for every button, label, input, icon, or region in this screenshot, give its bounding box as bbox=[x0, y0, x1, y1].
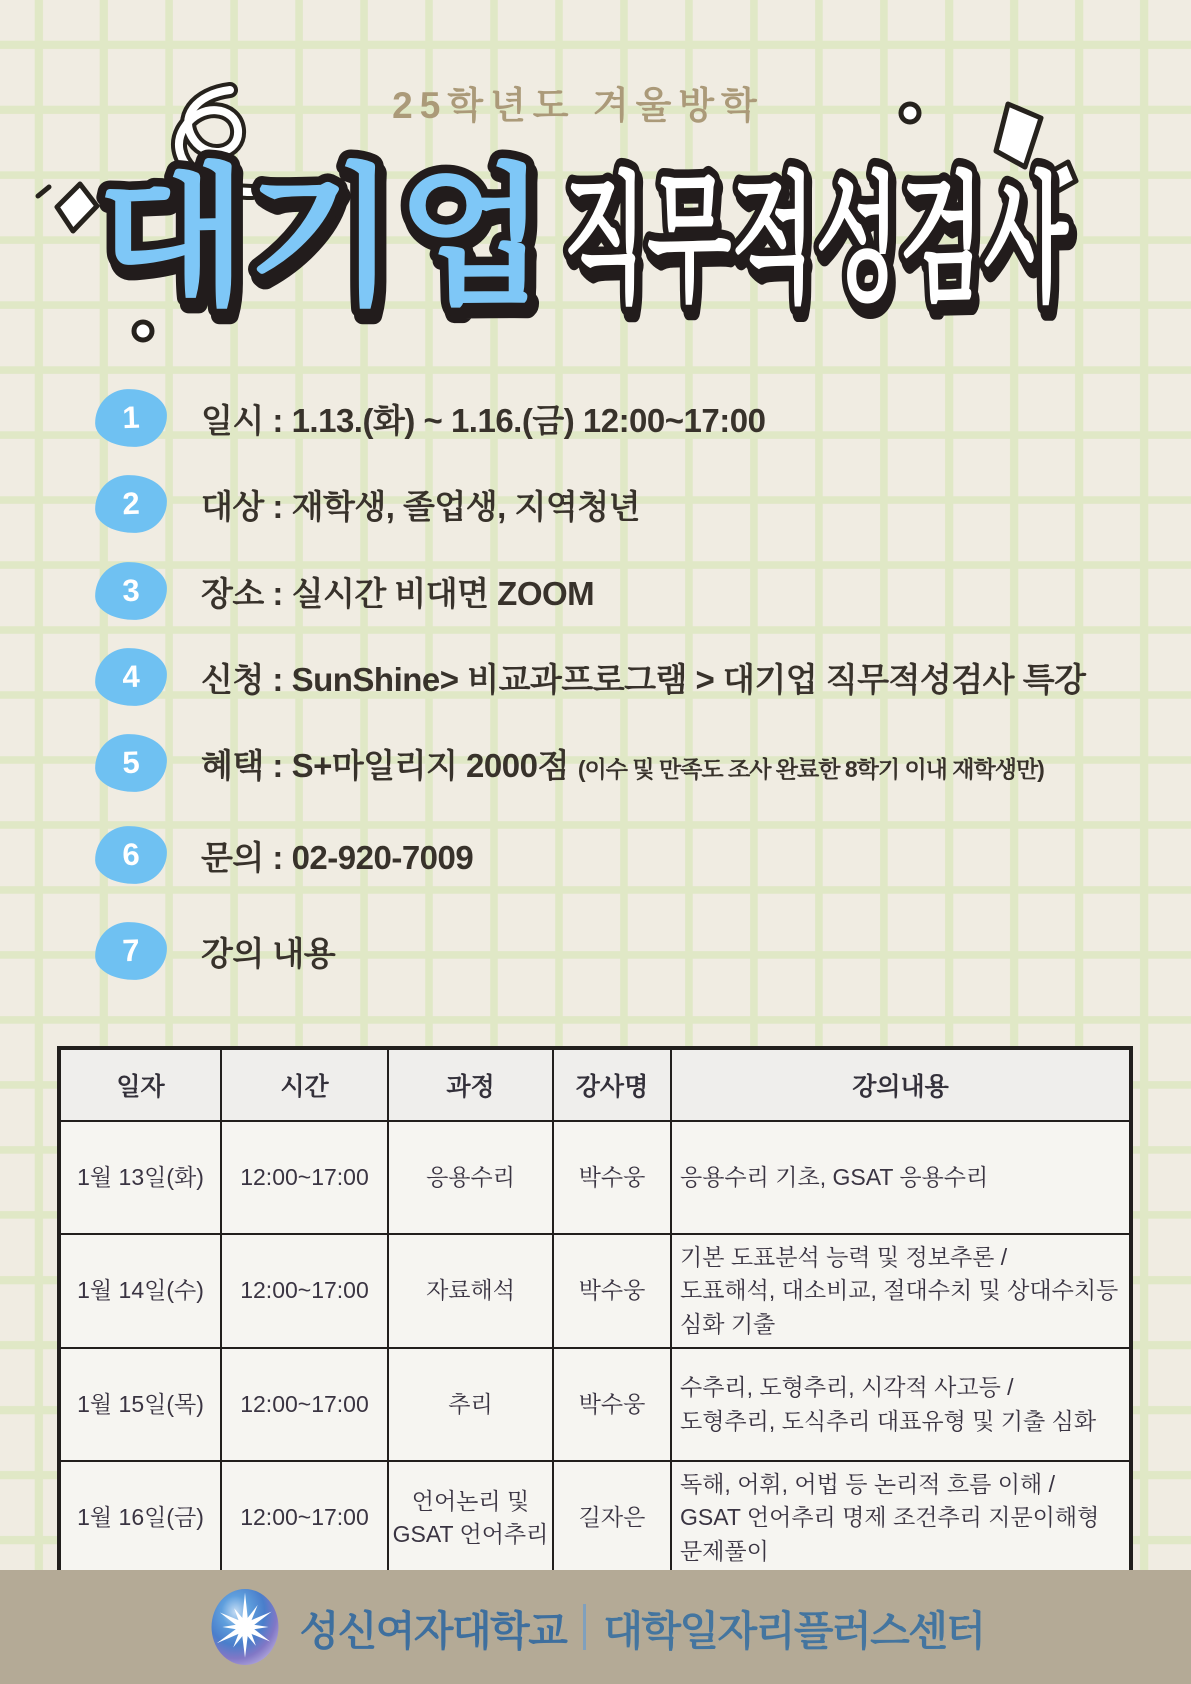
dot-circle-left-icon bbox=[134, 322, 152, 340]
cell-time: 12:00~17:00 bbox=[221, 1461, 388, 1576]
footer-divider bbox=[583, 1604, 586, 1650]
cell-course: 응용수리 bbox=[388, 1121, 553, 1234]
dot-circle-right-icon bbox=[901, 104, 919, 122]
cell-instructor: 박수웅 bbox=[553, 1121, 671, 1234]
badge-number: 3 bbox=[121, 572, 141, 609]
info-text: 신청 : SunShine> 비교과프로그램 > 대기업 직무적성검사 특강 bbox=[201, 660, 1086, 698]
cell-content: 응용수리 기초, GSAT 응용수리 bbox=[671, 1121, 1131, 1234]
table-row bbox=[59, 1461, 1131, 1576]
cell-time: 12:00~17:00 bbox=[221, 1121, 388, 1234]
col-header-time: 시간 bbox=[221, 1048, 388, 1121]
badge-number: 4 bbox=[121, 658, 141, 695]
number-badge bbox=[94, 921, 168, 981]
cell-course: 언어논리 및 GSAT 언어추리 bbox=[388, 1461, 553, 1576]
table-row bbox=[59, 1234, 1131, 1348]
university-logo-icon bbox=[207, 1585, 283, 1669]
cell-date: 1월 16일(금) bbox=[59, 1461, 221, 1576]
info-text: 혜택 : S+마일리지 2000점 bbox=[201, 746, 569, 784]
center-name: 대학일자리플러스센터 bbox=[603, 1607, 985, 1654]
poster-header bbox=[0, 0, 1191, 360]
info-item-4 bbox=[95, 647, 1085, 707]
eyebrow-text: 25학년도 겨울방학 bbox=[392, 85, 764, 126]
info-text: 장소 : 실시간 비대면 ZOOM bbox=[201, 574, 595, 612]
cell-instructor: 길자은 bbox=[553, 1461, 671, 1576]
info-text: 일시 : 1.13.(화) ~ 1.16.(금) 12:00~17:00 bbox=[201, 401, 766, 439]
info-item-3 bbox=[95, 561, 594, 621]
cell-date: 1월 15일(목) bbox=[59, 1348, 221, 1461]
table-row bbox=[59, 1121, 1131, 1234]
title-highlight: 대기업 bbox=[97, 153, 547, 323]
cell-date: 1월 13일(화) bbox=[59, 1121, 221, 1234]
badge-number: 6 bbox=[121, 836, 141, 873]
number-badge bbox=[94, 388, 168, 448]
table-row bbox=[59, 1348, 1131, 1461]
badge-number: 1 bbox=[121, 399, 141, 436]
cell-content: 기본 도표분석 능력 및 정보추론 / 도표해석, 대소비교, 절대수치 및 상대수치등 심화 기출 bbox=[671, 1234, 1131, 1348]
cell-instructor: 박수웅 bbox=[553, 1348, 671, 1461]
table-header-row bbox=[59, 1048, 1131, 1121]
number-badge bbox=[94, 474, 168, 534]
cell-content: 수추리, 도형추리, 시각적 사고등 / 도형추리, 도식추리 대표유형 및 기출 심화 bbox=[671, 1348, 1131, 1461]
cell-course: 추리 bbox=[388, 1348, 553, 1461]
title-rest: 직무적성검사 bbox=[563, 161, 1070, 318]
info-item-5 bbox=[95, 733, 1044, 793]
number-badge bbox=[94, 733, 168, 793]
number-badge bbox=[94, 647, 168, 707]
cell-course: 자료해석 bbox=[388, 1234, 553, 1348]
footer-band bbox=[0, 1570, 1191, 1684]
cell-time: 12:00~17:00 bbox=[221, 1234, 388, 1348]
info-item-7 bbox=[95, 921, 335, 981]
cell-instructor: 박수웅 bbox=[553, 1234, 671, 1348]
tick-sparkle-icon bbox=[38, 187, 49, 196]
col-header-content: 강의내용 bbox=[671, 1048, 1131, 1121]
university-name: 성신여자대학교 bbox=[299, 1607, 567, 1654]
cell-time: 12:00~17:00 bbox=[221, 1348, 388, 1461]
info-note: (이수 및 만족도 조사 완료한 8학기 이내 재학생만) bbox=[577, 755, 1044, 782]
cell-content: 독해, 어휘, 어법 등 논리적 흐름 이해 / GSAT 언어추리 명제 조건추리 지문이해형 문제풀이 bbox=[671, 1461, 1131, 1576]
number-badge bbox=[94, 561, 168, 621]
badge-number: 7 bbox=[121, 932, 141, 969]
badge-number: 5 bbox=[121, 744, 141, 781]
info-item-6 bbox=[95, 825, 473, 885]
info-text: 문의 : 02-920-7009 bbox=[201, 838, 474, 876]
cell-date: 1월 14일(수) bbox=[59, 1234, 221, 1348]
confetti-icon bbox=[996, 104, 1041, 167]
col-header-instructor: 강사명 bbox=[553, 1048, 671, 1121]
number-badge bbox=[94, 825, 168, 885]
info-text: 강의 내용 bbox=[201, 934, 336, 972]
col-header-course: 과정 bbox=[388, 1048, 553, 1121]
badge-number: 2 bbox=[121, 485, 141, 522]
schedule-table bbox=[57, 1046, 1133, 1578]
info-text: 대상 : 재학생, 졸업생, 지역청년 bbox=[201, 487, 641, 525]
col-header-date: 일자 bbox=[59, 1048, 221, 1121]
info-item-2 bbox=[95, 474, 640, 534]
info-item-1 bbox=[95, 388, 765, 448]
diamond-sparkle-icon bbox=[57, 184, 97, 231]
